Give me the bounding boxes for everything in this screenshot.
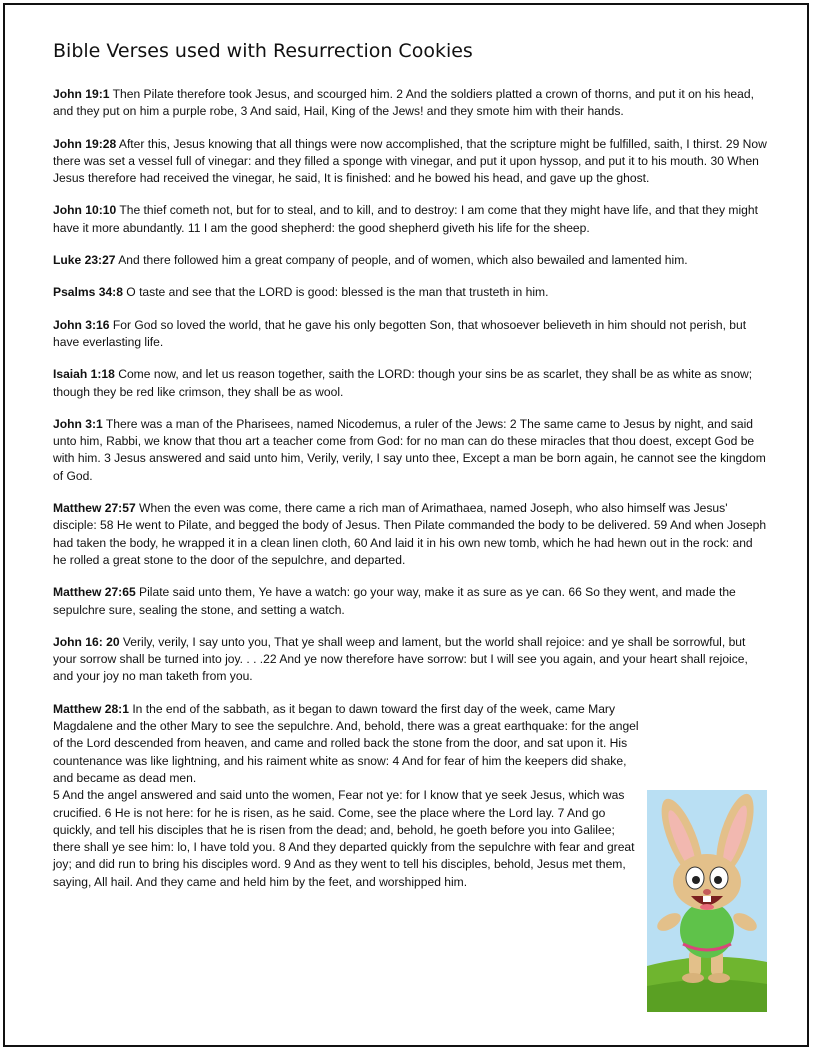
verse-text-continued: 5 And the angel answered and said unto the women, Fear not ye: for I know that ye seek Jesus, which was crucified. 6 He is not here: for he is risen, as he said. Come, see the place where the Lord lay. 7 And go quickly, and tell his disciples that he is risen from the dead; and, behold, he goeth before you into Galilee; there shall ye see him: lo, I have told you. 8 And they departed quickly from the sepulchre with fear and great joy; and did run to bring his disciples word. 9 And as they went to tell his disciples, behold, Jesus met them, saying, All hail. And they came and held him by the feet, and worshipped him.: [53, 788, 635, 889]
verse-text: In the end of the sabbath, as it began to dawn toward the first day of the week, came Mary Magdalene and the other Mary to see the sepulchre. And, behold, there was a great earthquake: for the angel of the Lord descended from heaven, and came and rolled back the stone from the door, and sat upon it. His countenance was like lightning, and his raiment white as snow: 4 And for fear of him the keepers did shake, and became as dead men.: [53, 701, 639, 785]
verse-reference: John 3:1: [53, 416, 103, 431]
verse-text: Then Pilate therefore took Jesus, and scourged him. 2 And the soldiers platted a crown of thorns, and put it on his head, and they put on him a purple robe, 3 And said, Hail, King of the Jews! and they smote him with their hands.: [53, 87, 754, 119]
verse-text: Pilate said unto them, Ye have a watch: go your way, make it as sure as ye can. 66 So they went, and made the sepulchre sure, sealing the stone, and setting a watch.: [53, 585, 736, 617]
verse-matthew-27-65: [53, 584, 769, 619]
verse-john-3-16: [53, 317, 769, 352]
bunny-illustration-icon: [647, 790, 767, 1012]
verse-john-19-1: [53, 86, 769, 121]
verse-text: The thief cometh not, but for to steal, and to kill, and to destroy: I am come that they might have life, and that they might have it more abundantly. 11 I am the good shepherd: the good shepherd giveth his life for the sheep.: [53, 203, 758, 235]
verse-john-19-28: [53, 136, 769, 188]
verse-text: Verily, verily, I say unto you, That ye shall weep and lament, but the world shall rejoice: and ye shall be sorrowful, but your sorrow shall be turned into joy. . . .22 And ye now therefore have sorrow: but I will see you again, and your heart shall rejoice, and your joy no man taketh from you.: [53, 634, 748, 684]
verse-text: Come now, and let us reason together, saith the LORD: though your sins be as scarlet, they shall be as white as snow; though they be red like crimson, they shall be as wool.: [53, 367, 753, 399]
verse-matthew-27-57: [53, 500, 769, 569]
verse-reference: Matthew 28:1: [53, 701, 129, 716]
verse-matthew-28-1: [53, 701, 645, 891]
verse-text: And there followed him a great company of people, and of women, which also bewailed and lamented him.: [115, 253, 688, 268]
verse-john-10-10: [53, 202, 769, 237]
verse-reference: John 19:1: [53, 87, 110, 101]
verse-psalms-34-8: [53, 284, 769, 301]
page-title: Bible Verses used with Resurrection Cookies: [53, 40, 473, 62]
verse-text: There was a man of the Pharisees, named Nicodemus, a ruler of the Jews: 2 The same came to Jesus by night, and said unto him, Rabbi, we know that thou art a teacher come from God: for no man can do these miracles that thou doest, except God be with him. 3 Jesus answered and said unto him, Verily, verily, I say unto thee, Except a man be born again, he cannot see the kingdom of God.: [53, 416, 766, 483]
verse-list: [53, 86, 769, 906]
verse-reference: Matthew 27:57: [53, 501, 136, 516]
verse-reference: John 10:10: [53, 203, 117, 218]
verse-text: For God so loved the world, that he gave his only begotten Son, that whosoever believeth in him should not perish, but have everlasting life.: [53, 317, 747, 349]
verse-reference: Psalms 34:8: [53, 285, 123, 300]
verse-reference: John 16: 20: [53, 634, 120, 649]
verse-luke-23-27: [53, 252, 769, 269]
verse-reference: John 3:16: [53, 317, 110, 332]
verse-isaiah-1-18: [53, 366, 769, 401]
verse-john-16-20: [53, 634, 769, 686]
verse-text: When the even was come, there came a rich man of Arimathaea, named Joseph, who also himself was Jesus' disciple: 58 He went to Pilate, and begged the body of Jesus. Then Pilate commanded the body to be delivered. 59 And when Joseph had taken the body, he wrapped it in a clean linen cloth, 60 And laid it in his own new tomb, which he had hewn out in the rock: and he rolled a great stone to the door of the sepulchre, and departed.: [53, 501, 767, 567]
verse-john-3-1: [53, 416, 769, 485]
verse-reference: Isaiah 1:18: [53, 367, 115, 382]
verse-reference: Matthew 27:65: [53, 585, 136, 600]
verse-text: O taste and see that the LORD is good: blessed is the man that trusteth in him.: [122, 285, 549, 300]
verse-reference: Luke 23:27: [53, 253, 116, 268]
verse-reference: John 19:28: [53, 136, 117, 151]
verse-text: After this, Jesus knowing that all things were now accomplished, that the scripture might be fulfilled, saith, I thirst. 29 Now there was set a vessel full of vinegar: and they filled a sponge with vinegar, and put it upon hyssop, and put it to his mouth. 30 When Jesus therefore had received the vinegar, he said, It is finished: and he bowed his head, and gave up the ghost.: [53, 136, 767, 186]
